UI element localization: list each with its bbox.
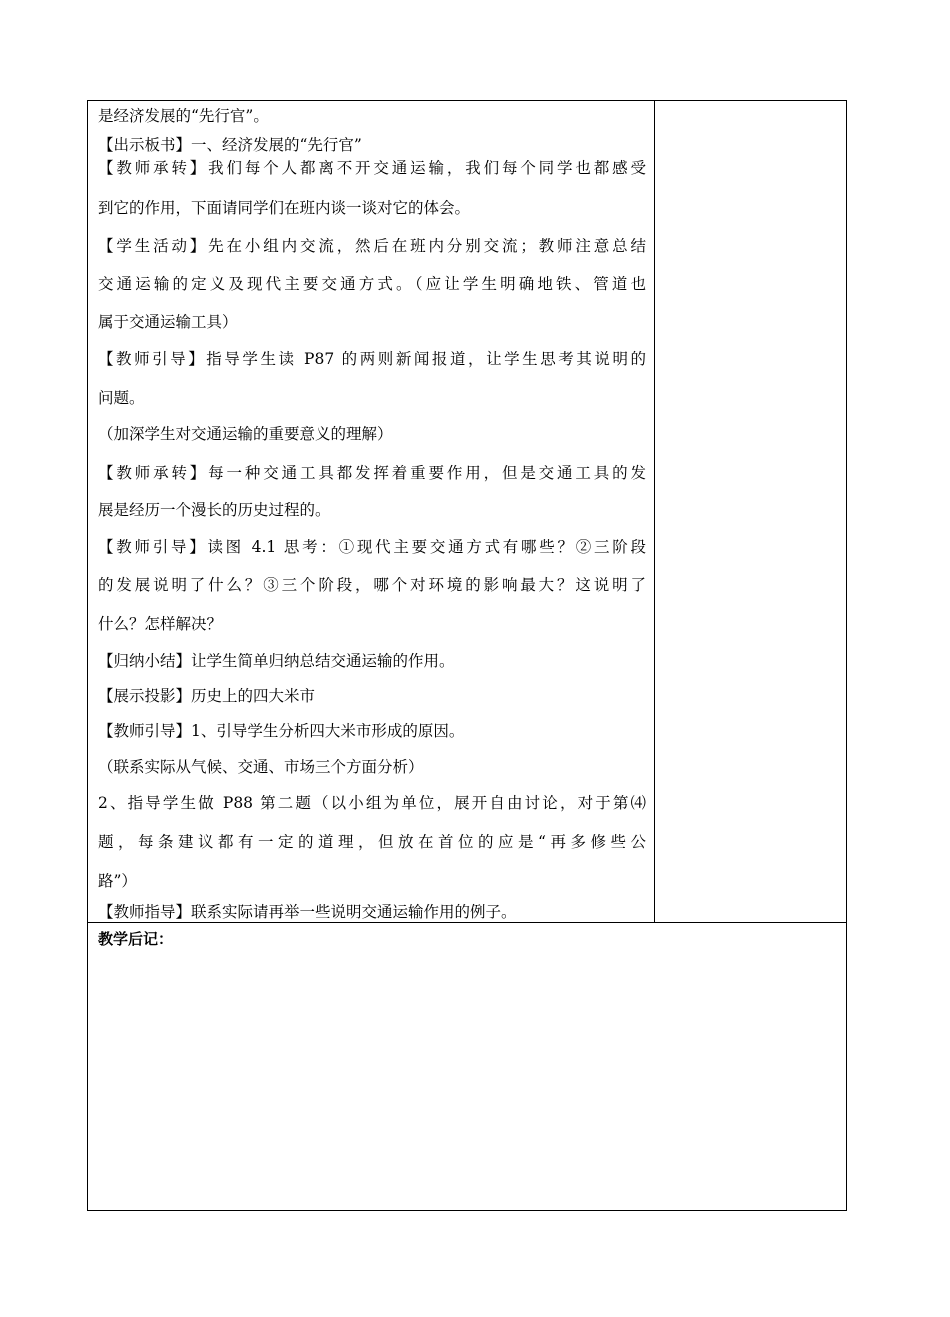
lesson-line: 【归纳小结】让学生简单归纳总结交通运输的作用。 — [98, 652, 455, 670]
lesson-line: 展是经历一个漫长的历史过程的。 — [98, 501, 331, 519]
lesson-line: 题，每条建议都有一定的道理，但放在首位的应是“再多修些公 — [98, 833, 646, 851]
lesson-line: 到它的作用，下面请同学们在班内谈一谈对它的体会。 — [98, 199, 471, 217]
lesson-line: （联系实际从气候、交通、市场三个方面分析） — [98, 758, 424, 776]
lesson-line: 是经济发展的“先行官”。 — [98, 107, 269, 125]
lesson-line: 【展示投影】历史上的四大米市 — [98, 687, 316, 705]
lesson-line: 【教师指导】联系实际请再举一些说明交通运输作用的例子。 — [98, 903, 517, 921]
lesson-side-cell — [655, 101, 846, 922]
teaching-notes-cell — [88, 923, 846, 1210]
lesson-line: （加深学生对交通运输的重要意义的理解） — [98, 425, 393, 443]
lesson-content-cell — [88, 101, 655, 922]
lesson-line: 交通运输的定义及现代主要交通方式。（应让学生明确地铁、管道也 — [98, 275, 646, 293]
lesson-line: 【教师引导】指导学生读 P87 的两则新闻报道，让学生思考其说明的 — [98, 350, 646, 368]
lesson-line: 的发展说明了什么？③三个阶段，哪个对环境的影响最大？这说明了 — [98, 576, 646, 594]
lesson-line: 什么？怎样解决？ — [98, 615, 223, 633]
lesson-line: 【出示板书】一、经济发展的“先行官” — [98, 136, 362, 154]
lesson-line: 路”） — [98, 872, 137, 890]
lesson-line: 【教师承转】每一种交通工具都发挥着重要作用，但是交通工具的发 — [98, 464, 646, 482]
lesson-line: 问题。 — [98, 389, 145, 407]
lesson-plan-table — [87, 100, 847, 1211]
lesson-line: 2、指导学生做 P88 第二题（以小组为单位，展开自由讨论，对于第⑷ — [98, 794, 646, 812]
lesson-line: 【教师承转】我们每个人都离不开交通运输，我们每个同学也都感受 — [98, 159, 646, 177]
lesson-line: 【教师引导】读图 4.1 思考：①现代主要交通方式有哪些？②三阶段 — [98, 538, 646, 556]
lesson-line: 【教师引导】1、引导学生分析四大米市形成的原因。 — [98, 722, 465, 740]
lesson-line: 属于交通运输工具） — [98, 313, 238, 331]
lesson-line: 【学生活动】先在小组内交流，然后在班内分别交流；教师注意总结 — [98, 237, 646, 255]
teaching-notes-label: 教学后记： — [98, 930, 174, 948]
